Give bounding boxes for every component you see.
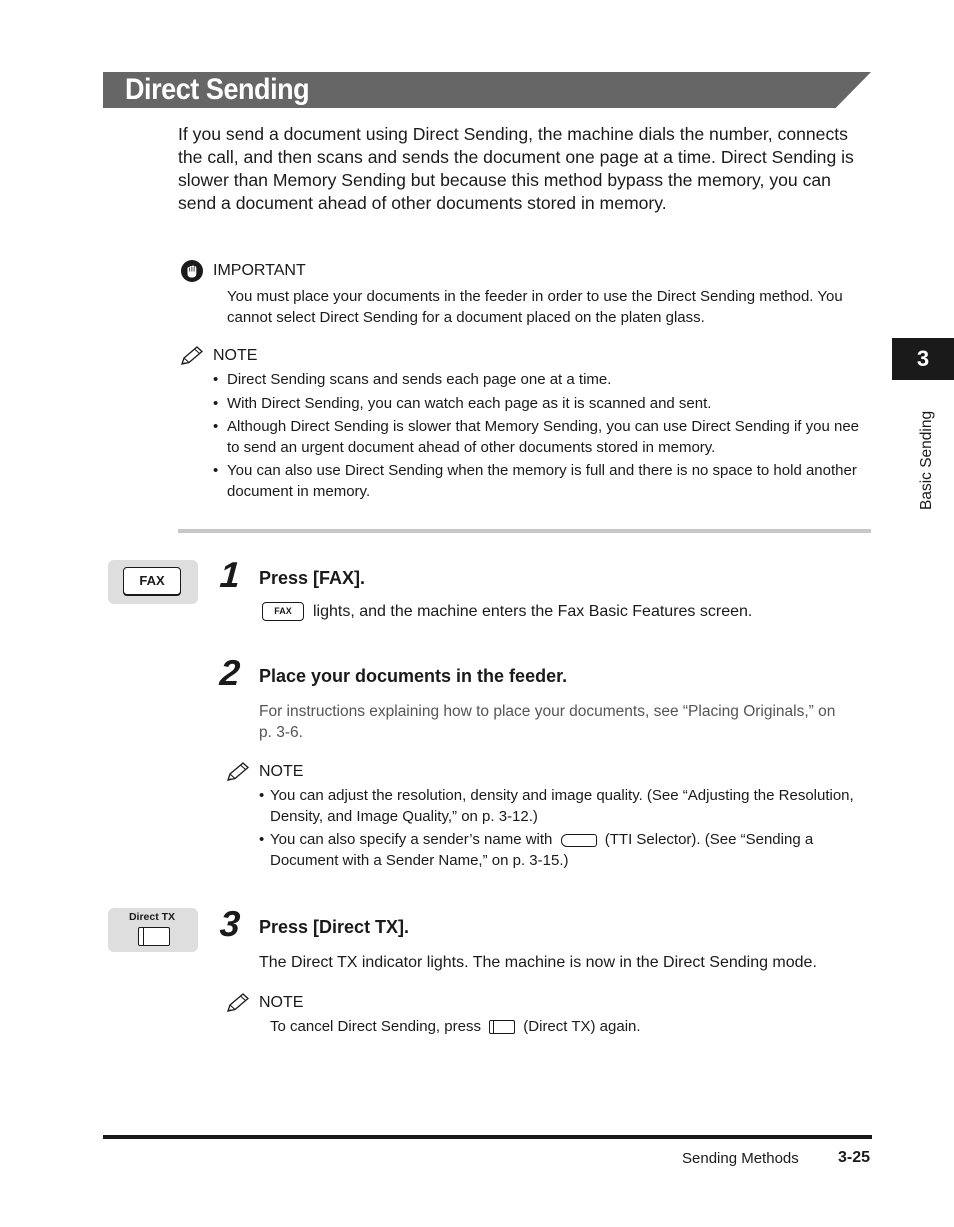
step1-text: lights, and the machine enters the Fax Basic Features screen. [313,603,753,620]
tti-selector-key-icon [561,834,597,847]
note-label: NOTE [259,763,304,780]
chapter-number-tab: 3 [892,338,954,380]
step3-text: The Direct TX indicator lights. The machine is now in the Direct Sending mode. [259,954,817,971]
important-label: IMPORTANT [213,262,306,279]
footer-section-name: Sending Methods [682,1150,799,1167]
fax-key-tile [108,560,198,604]
note-pencil-icon [179,345,205,367]
note-item: • Although Direct Sending is slower that Memory Sending, you can use Direct Sending if you nee to send an urgent document ahead of other documents stored in memory. [213,417,863,458]
page-title: Direct Sending [125,73,310,106]
note-item: • You can adjust the resolution, density and image quality. (See “Adjusting the Resolution, Density, and Image Quality,” on p. 3-12.) [259,786,869,827]
important-text: You must place your documents in the feeder in order to use the Direct Sending method. You cannot select Direct Sending for a document placed on the platen glass. [227,288,843,326]
step3-note-text: To cancel Direct Sending, press (Direct TX) again. [270,1018,641,1035]
direct-tx-key[interactable] [138,927,170,946]
direct-tx-key-tile [108,908,198,952]
note-list [259,786,869,874]
note-label: NOTE [213,347,258,364]
step-title: Press [FAX]. [259,568,366,588]
footer-rule [103,1135,872,1139]
direct-tx-key-label: Direct TX [128,911,176,923]
note-item: • With Direct Sending, you can watch each page as it is scanned and sent. [213,394,863,415]
note-pencil-icon [225,992,251,1014]
step2-text: For instructions explaining how to place your documents, see “Placing Originals,” on p. 3-6. [259,703,836,741]
important-hand-icon [180,259,204,283]
fax-key[interactable]: FAX [123,567,181,595]
step-title: Place your documents in the feeder. [259,666,568,686]
note-item: • You can also use Direct Sending when the memory is full and there is no space to hold another document in memory. [213,461,863,502]
note-label: NOTE [259,994,304,1011]
step-number: 2 [218,652,242,693]
chapter-label: Basic Sending [918,410,935,510]
fax-key-inline-icon: FAX [262,602,304,621]
note-item: • You can also specify a sender’s name with (TTI Selector). (See “Sending a Document with a Sender Name,” on p. 3-15.) [259,830,869,871]
note-item: • Direct Sending scans and sends each page one at a time. [213,370,863,391]
footer-page-number: 3-25 [838,1149,871,1166]
intro-paragraph: If you send a document using Direct Sending, the machine dials the number, connects the call, and then scans and sends the document one page at a time. Direct Sending is slower than Memory Sending but because this method bypass the memory, you can send a document ahead of other documents stored in memory. [178,124,854,213]
step-number: 1 [218,554,242,595]
direct-tx-key-inline-icon [489,1020,515,1034]
step-number: 3 [218,903,242,944]
note-list [213,370,863,505]
note-pencil-icon [225,761,251,783]
section-divider [178,529,871,533]
step-title: Press [Direct TX]. [259,917,410,937]
